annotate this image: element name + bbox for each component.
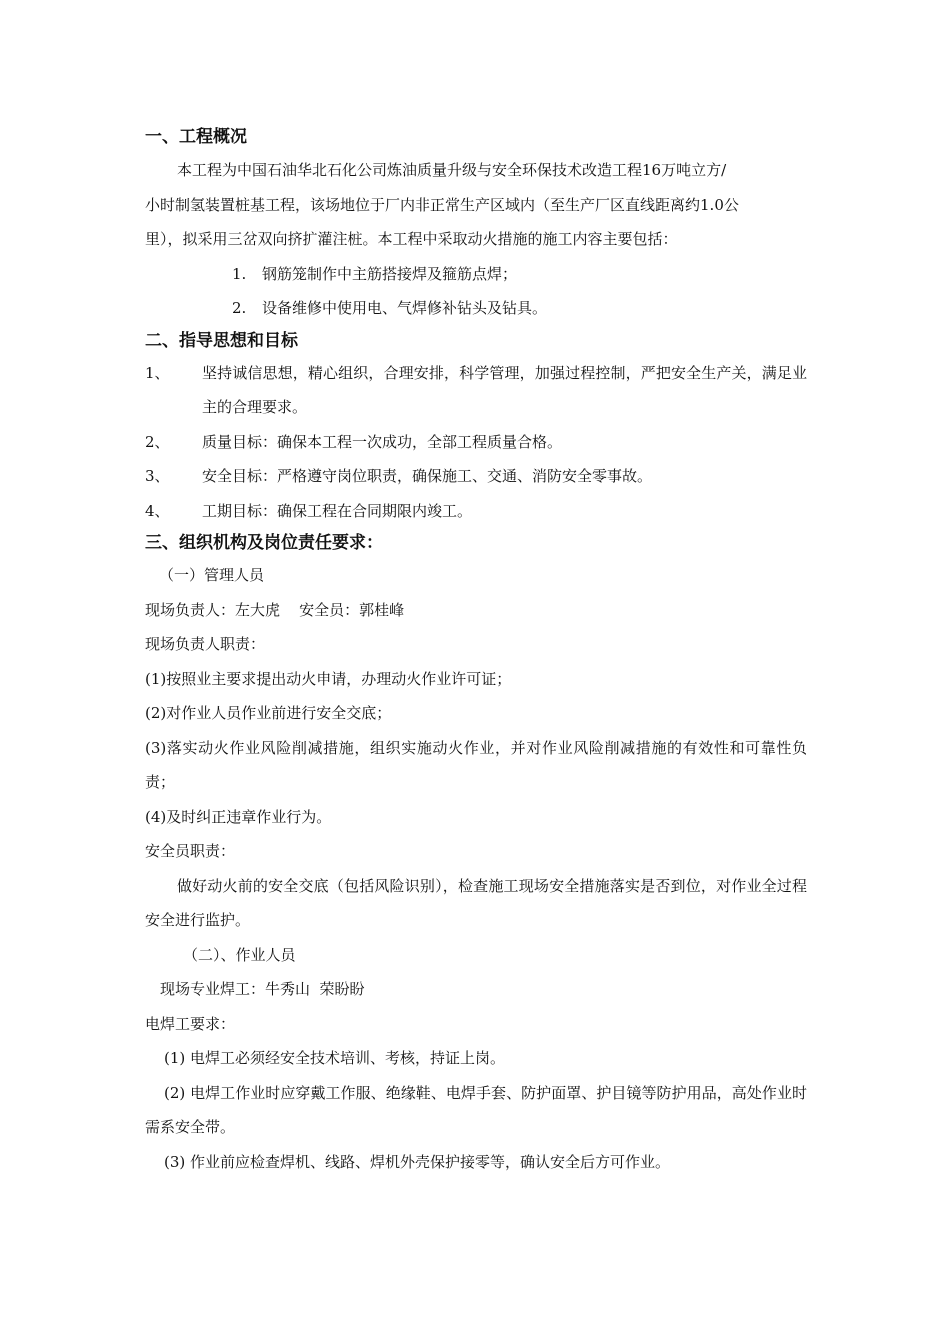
goal-number: 3、 (145, 467, 170, 485)
goal-item (145, 425, 807, 460)
welder-requirements-title: 电焊工要求： (145, 1014, 236, 1033)
overview-line-3: 里），拟采用三岔双向挤扩灌注桩。本工程中采取动火措施的施工内容主要包括： (145, 230, 678, 248)
list-item (145, 257, 807, 292)
welder-requirement-item: (1) 电焊工必须经安全技术培训、考核，持证上岗。 (164, 1049, 506, 1067)
welders-line: 现场专业焊工：牛秀山 荣盼盼 (160, 980, 365, 998)
section-heading-organization: 三、组织机构及岗位责任要求： (145, 533, 383, 553)
leader-duty-item: (1)按照业主要求提出动火申请，办理动火作业许可证； (145, 669, 512, 688)
welder-requirement-item: (3) 作业前应检查焊机、线路、焊机外壳保护接零等，确认安全后方可作业。 (164, 1152, 671, 1171)
list-item (145, 291, 807, 326)
goal-item (145, 494, 807, 529)
safety-duties-title: 安全员职责： (145, 842, 236, 860)
list-number: 2. (232, 299, 247, 317)
section-heading-overview: 一、工程概况 (145, 127, 247, 147)
leader-duty-item: (2)对作业人员作业前进行安全交底； (145, 704, 392, 722)
overview-line-2: 小时制氢装置桩基工程，该场地位于厂内非正常生产区域内（至生产厂区直线距离约1.0公 (145, 195, 739, 214)
safety-duty-text: 做好动火前的安全交底（包括风险识别），检查施工现场安全措施落实是否到位，对作业全过程安全进行监护。 (145, 876, 807, 929)
list-number: 1. (232, 264, 247, 283)
leader-duties-title: 现场负责人职责： (145, 635, 266, 653)
goal-text: 工期目标：确保工程在合同期限内竣工。 (202, 501, 473, 520)
goal-number: 2、 (145, 432, 170, 451)
subheading-workers: （二）、作业人员 (183, 945, 296, 964)
goal-text: 安全目标：严格遵守岗位职责，确保施工、交通、消防安全零事故。 (202, 467, 653, 485)
subheading-management: （一）管理人员 (159, 566, 265, 584)
document-body (145, 122, 807, 1179)
staff-line: 现场负责人：左大虎 安全员：郭桂峰 (145, 600, 405, 619)
section-heading-goals: 二、指导思想和目标 (145, 330, 298, 351)
goal-text: 坚持诚信思想，精心组织，合理安排，科学管理，加强过程控制，严把安全生产关，满足业主的合理要求。 (202, 363, 807, 416)
welder-requirement-item: (2) 电焊工作业时应穿戴工作服、绝缘鞋、电焊手套、防护面罩、护目镜等防护用品，高处作业时需系安全带。 (145, 1083, 807, 1136)
goal-text: 质量目标：确保本工程一次成功，全部工程质量合格。 (202, 432, 563, 451)
leader-duty-item: (4)及时纠正违章作业行为。 (145, 807, 332, 826)
overview-line-1: 本工程为中国石油华北石化公司炼油质量升级与安全环保技术改造工程16万吨立方/ (177, 161, 727, 179)
list-text: 设备维修中使用电、气焊修补钻头及钻具。 (262, 299, 548, 317)
list-text: 钢筋笼制作中主筋搭接焊及箍筋点焊； (262, 264, 518, 283)
goal-item (145, 459, 807, 494)
goal-item (145, 356, 807, 425)
goal-number: 4、 (145, 501, 170, 520)
goal-number: 1、 (145, 363, 170, 382)
leader-duty-item: (3)落实动火作业风险削减措施，组织实施动火作业，并对作业风险削减措施的有效性和可靠性负责； (145, 738, 807, 791)
